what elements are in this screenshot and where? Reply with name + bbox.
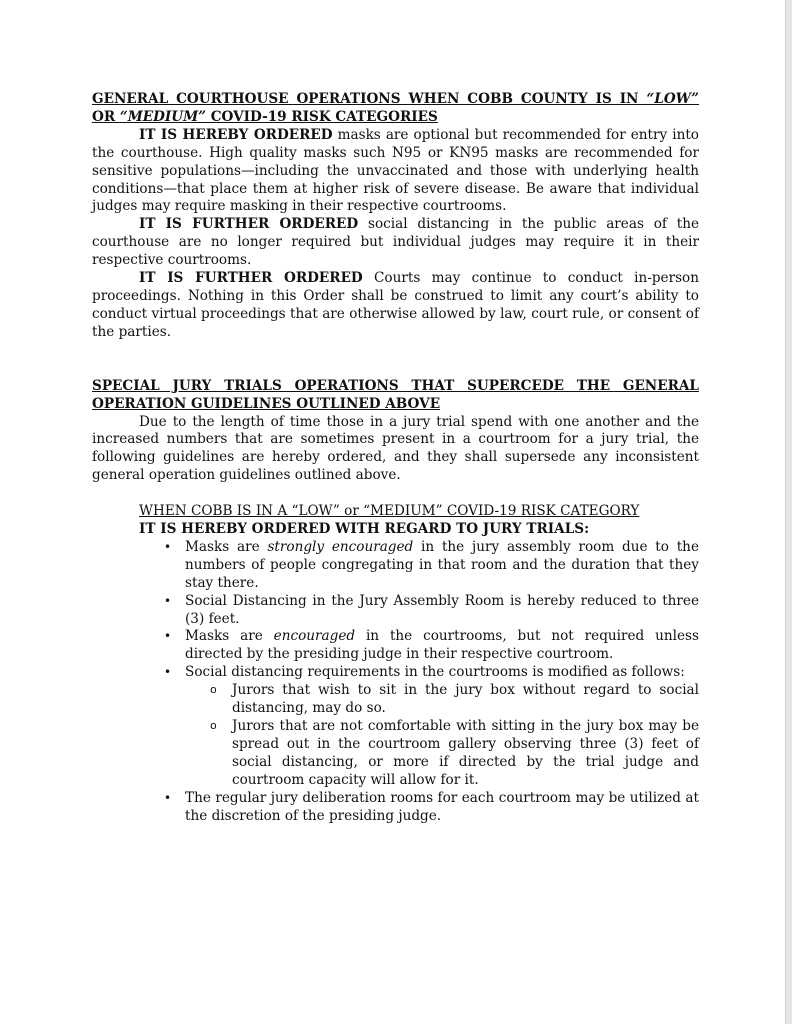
jury-guidelines-list bbox=[92, 539, 699, 826]
document-body bbox=[92, 91, 699, 825]
risk-category-subheading: WHEN COBB IS IN A “LOW” or “MEDIUM” COVID-19 RISK CATEGORY bbox=[139, 503, 640, 520]
order-paragraph-social-distancing: IT IS FURTHER ORDERED social distancing in the public areas of the courthouse are no longer required but individual judges may require it in their respective courtrooms. bbox=[92, 216, 700, 269]
list-item: • Social distancing requirements in the courtrooms is modified as follows: o Jurors that wish to sit in the jury box without regard to social distancing, may do so. o Jurors that are not comfortable with sitting in the jury box may be spread out in the courtroom gallery observing three (3) feet of social distancing, or more if directed by the trial judge and courtroom capacity will allow for it. bbox=[92, 664, 699, 789]
spacer bbox=[92, 485, 699, 503]
order-paragraph-proceedings: IT IS FURTHER ORDERED Courts may continue to conduct in-person proceedings. Nothing in this Order shall be construed to limit any court’s ability to conduct virtual proceedings that are otherwise allowed by law, court rule, or consent of the parties. bbox=[92, 270, 699, 340]
order-paragraph-masks: IT IS HEREBY ORDERED masks are optional but recommended for entry into the courthouse. High quality masks such N95 or KN95 masks are recommended for sensitive populations—including the unvaccinated and those with underlying health conditions—that place them at higher risk of severe disease. Be aware that individual judges may require masking in their respective courtrooms. bbox=[92, 126, 699, 215]
list-item: • Social Distancing in the Jury Assembly Room is hereby reduced to three (3) feet. bbox=[92, 593, 699, 629]
jury-order-line: IT IS HEREBY ORDERED WITH REGARD TO JURY TRIALS: bbox=[139, 521, 590, 538]
section-heading-general-operations: GENERAL COURTHOUSE OPERATIONS WHEN COBB COUNTY IS IN “LOW” OR “MEDIUM” COVID-19 RISK CATEGORIES bbox=[92, 91, 699, 125]
sub-list-item: o Jurors that wish to sit in the jury box without regard to social distancing, may do so. bbox=[185, 682, 699, 718]
sub-list bbox=[185, 682, 699, 789]
section-heading-jury-trials: SPECIAL JURY TRIALS OPERATIONS THAT SUPERCEDE THE GENERAL OPERATION GUIDELINES OUTLINED ABOVE bbox=[92, 377, 699, 412]
page-edge bbox=[785, 0, 792, 1024]
list-item: • Masks are strongly encouraged in the jury assembly room due to the numbers of people congregating in that room and the duration that they stay there. bbox=[92, 539, 699, 593]
spacer bbox=[92, 342, 699, 378]
jury-intro-paragraph: Due to the length of time those in a jury trial spend with one another and the increased numbers that are sometimes present in a courtroom for a jury trial, the following guidelines are hereby ordered, and they shall supersede any inconsistent general operation guidelines outlined above. bbox=[92, 413, 699, 484]
list-item: • Masks are encouraged in the courtrooms, but not required unless directed by the presiding judge in their respective courtroom. bbox=[92, 628, 699, 664]
list-item: • The regular jury deliberation rooms for each courtroom may be utilized at the discretion of the presiding judge. bbox=[92, 790, 699, 826]
sub-list-item: o Jurors that are not comfortable with sitting in the jury box may be spread out in the courtroom gallery observing three (3) feet of social distancing, or more if directed by the trial judge and courtroom capacity will allow for it. bbox=[185, 718, 699, 790]
